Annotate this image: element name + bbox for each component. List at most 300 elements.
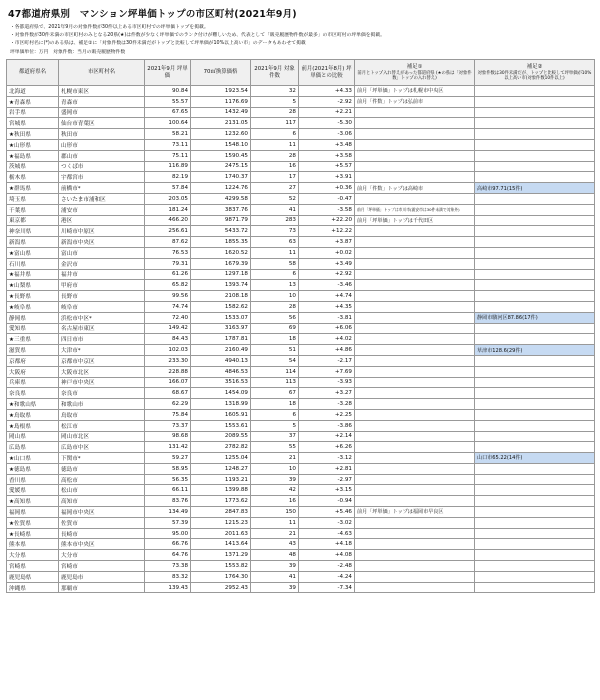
cell-note2 xyxy=(475,539,595,550)
cell-count: 63 xyxy=(251,237,299,248)
cell-price70: 1232.60 xyxy=(191,129,251,140)
cell-note1 xyxy=(355,269,475,280)
cell-change: +3.27 xyxy=(299,388,355,399)
cell-price70: 9871.79 xyxy=(191,215,251,226)
cell-price: 84.43 xyxy=(145,334,191,345)
cell-note1 xyxy=(355,409,475,420)
cell-count: 117 xyxy=(251,118,299,129)
cell-price: 62.29 xyxy=(145,399,191,410)
cell-count: 11 xyxy=(251,139,299,150)
header-note2 xyxy=(475,60,595,86)
cell-note2 xyxy=(475,237,595,248)
cell-city: 宮崎市 xyxy=(59,561,145,572)
cell-price: 57.39 xyxy=(145,517,191,528)
cell-pref: ★三重県 xyxy=(7,334,59,345)
cell-city: 仙台市青葉区 xyxy=(59,118,145,129)
cell-note1: 前月「坪単価」トップは福岡市早良区 xyxy=(355,507,475,518)
cell-price: 466.20 xyxy=(145,215,191,226)
cell-price: 68.67 xyxy=(145,388,191,399)
cell-note2: 高崎市97.71(15件) xyxy=(475,183,595,194)
cell-note1 xyxy=(355,334,475,345)
cell-change: +3.48 xyxy=(299,139,355,150)
cell-city: 浜松市中区* xyxy=(59,312,145,323)
table-row xyxy=(7,463,595,474)
cell-change: +3.58 xyxy=(299,150,355,161)
cell-price70: 1548.10 xyxy=(191,139,251,150)
cell-count: 21 xyxy=(251,528,299,539)
cell-pref: 愛媛県 xyxy=(7,485,59,496)
cell-price70: 1399.88 xyxy=(191,485,251,496)
cell-change: +5.46 xyxy=(299,507,355,518)
cell-change: +3.49 xyxy=(299,258,355,269)
cell-price: 59.27 xyxy=(145,453,191,464)
cell-note2 xyxy=(475,323,595,334)
table-row xyxy=(7,258,595,269)
cell-price: 256.61 xyxy=(145,226,191,237)
cell-note2 xyxy=(475,172,595,183)
cell-pref: 岩手県 xyxy=(7,107,59,118)
cell-city: 下関市* xyxy=(59,453,145,464)
note-line: ・対象件数が30件未満の市区町村のみとなる20県(★)は件数が少なく坪単価でのランク付けが難しいため、代表として「販売履歴物件数が最多」の市区町村の坪単価を掲載。 xyxy=(10,33,385,38)
cell-price70: 1620.52 xyxy=(191,247,251,258)
cell-price: 134.49 xyxy=(145,507,191,518)
cell-change: +5.57 xyxy=(299,161,355,172)
cell-price70: 1176.69 xyxy=(191,96,251,107)
header-price: 2021年9月 坪単価 xyxy=(145,60,191,86)
cell-count: 11 xyxy=(251,517,299,528)
cell-price: 87.62 xyxy=(145,237,191,248)
cell-count: 113 xyxy=(251,377,299,388)
cell-price: 58.95 xyxy=(145,463,191,474)
cell-price70: 5433.72 xyxy=(191,226,251,237)
cell-change: +4.02 xyxy=(299,334,355,345)
cell-note1 xyxy=(355,561,475,572)
cell-count: 28 xyxy=(251,150,299,161)
cell-count: 69 xyxy=(251,323,299,334)
cell-price70: 2782.82 xyxy=(191,442,251,453)
cell-note2 xyxy=(475,431,595,442)
cell-change: -2.17 xyxy=(299,355,355,366)
cell-price: 58.21 xyxy=(145,129,191,140)
cell-price: 166.07 xyxy=(145,377,191,388)
cell-change: -0.47 xyxy=(299,193,355,204)
cell-city: 浦安市 xyxy=(59,204,145,215)
table-row xyxy=(7,431,595,442)
cell-note1 xyxy=(355,442,475,453)
cell-note1 xyxy=(355,485,475,496)
table-row xyxy=(7,539,595,550)
table-row xyxy=(7,139,595,150)
table-row xyxy=(7,409,595,420)
cell-price70: 2089.55 xyxy=(191,431,251,442)
table-row xyxy=(7,129,595,140)
cell-pref: ★山口県 xyxy=(7,453,59,464)
cell-price70: 1393.74 xyxy=(191,280,251,291)
cell-note2 xyxy=(475,118,595,129)
table-row xyxy=(7,582,595,593)
table-row xyxy=(7,204,595,215)
cell-change: -7.34 xyxy=(299,582,355,593)
cell-note2 xyxy=(475,517,595,528)
page-title: 47都道府県別 マンション坪単価トップの市区町村(2021年9月) xyxy=(8,9,297,20)
cell-note1 xyxy=(355,107,475,118)
cell-pref: ★島根県 xyxy=(7,420,59,431)
cell-price70: 1224.76 xyxy=(191,183,251,194)
cell-note1: 前月「坪単価」トップは札幌市中央区 xyxy=(355,86,475,97)
cell-pref: ★青森県 xyxy=(7,96,59,107)
cell-count: 27 xyxy=(251,183,299,194)
cell-change: +2.25 xyxy=(299,409,355,420)
cell-pref: 広島県 xyxy=(7,442,59,453)
cell-note1 xyxy=(355,150,475,161)
cell-pref: 熊本県 xyxy=(7,539,59,550)
cell-note1 xyxy=(355,571,475,582)
cell-change: -3.58 xyxy=(299,204,355,215)
cell-note2 xyxy=(475,161,595,172)
cell-price70: 3163.97 xyxy=(191,323,251,334)
cell-note2 xyxy=(475,528,595,539)
cell-city: 鳥取市 xyxy=(59,409,145,420)
cell-pref: ★福島県 xyxy=(7,150,59,161)
table-row xyxy=(7,247,595,258)
cell-count: 6 xyxy=(251,269,299,280)
cell-price: 90.84 xyxy=(145,86,191,97)
cell-price: 149.42 xyxy=(145,323,191,334)
cell-change: +4.86 xyxy=(299,345,355,356)
table-row xyxy=(7,496,595,507)
cell-note1 xyxy=(355,355,475,366)
cell-note2 xyxy=(475,150,595,161)
cell-price70: 4299.58 xyxy=(191,193,251,204)
table-row xyxy=(7,193,595,204)
cell-price70: 2847.83 xyxy=(191,507,251,518)
cell-note2 xyxy=(475,129,595,140)
table-row xyxy=(7,215,595,226)
cell-change: +3.91 xyxy=(299,172,355,183)
table-row xyxy=(7,442,595,453)
cell-pref: ★佐賀県 xyxy=(7,517,59,528)
cell-pref: ★福井県 xyxy=(7,269,59,280)
cell-count: 56 xyxy=(251,312,299,323)
cell-pref: 岡山県 xyxy=(7,431,59,442)
cell-city: 徳島市 xyxy=(59,463,145,474)
cell-change: -5.30 xyxy=(299,118,355,129)
cell-note2 xyxy=(475,86,595,97)
cell-city: 高松市 xyxy=(59,474,145,485)
cell-price70: 1740.37 xyxy=(191,172,251,183)
cell-note2 xyxy=(475,269,595,280)
cell-price70: 4846.53 xyxy=(191,366,251,377)
cell-count: 41 xyxy=(251,571,299,582)
cell-note2 xyxy=(475,291,595,302)
header-note1 xyxy=(355,60,475,86)
cell-note2 xyxy=(475,139,595,150)
cell-note2 xyxy=(475,280,595,291)
cell-city: 四日市市 xyxy=(59,334,145,345)
cell-price: 64.76 xyxy=(145,550,191,561)
cell-note2: 草津市128.6(29件) xyxy=(475,345,595,356)
cell-change: -3.46 xyxy=(299,280,355,291)
cell-count: 17 xyxy=(251,172,299,183)
cell-price: 100.64 xyxy=(145,118,191,129)
cell-price70: 1297.18 xyxy=(191,269,251,280)
cell-note1 xyxy=(355,377,475,388)
cell-change: -2.97 xyxy=(299,474,355,485)
cell-note1 xyxy=(355,388,475,399)
cell-count: 51 xyxy=(251,345,299,356)
table-row xyxy=(7,420,595,431)
cell-city: 山形市 xyxy=(59,139,145,150)
cell-price: 82.19 xyxy=(145,172,191,183)
cell-note2 xyxy=(475,507,595,518)
cell-note2 xyxy=(475,377,595,388)
cell-note1 xyxy=(355,517,475,528)
table-row xyxy=(7,96,595,107)
cell-note2 xyxy=(475,355,595,366)
cell-note2 xyxy=(475,204,595,215)
cell-city: 大津市* xyxy=(59,345,145,356)
table-row xyxy=(7,388,595,399)
cell-pref: ★秋田県 xyxy=(7,129,59,140)
cell-price70: 1553.82 xyxy=(191,561,251,572)
cell-pref: 福岡県 xyxy=(7,507,59,518)
cell-pref: 滋賀県 xyxy=(7,345,59,356)
cell-change: +2.81 xyxy=(299,463,355,474)
cell-price70: 3516.53 xyxy=(191,377,251,388)
cell-city: 和歌山市 xyxy=(59,399,145,410)
cell-price: 233.30 xyxy=(145,355,191,366)
cell-note1 xyxy=(355,550,475,561)
cell-note1 xyxy=(355,453,475,464)
cell-change: -2.48 xyxy=(299,561,355,572)
cell-note2 xyxy=(475,226,595,237)
header-price70: 70㎡換算価格 xyxy=(191,60,251,86)
cell-note2: 山口市65.22(14件) xyxy=(475,453,595,464)
cell-note2 xyxy=(475,561,595,572)
cell-price: 57.84 xyxy=(145,183,191,194)
table-row xyxy=(7,366,595,377)
cell-change: +4.74 xyxy=(299,291,355,302)
cell-city: 岡山市北区 xyxy=(59,431,145,442)
cell-note1 xyxy=(355,474,475,485)
cell-count: 32 xyxy=(251,86,299,97)
cell-note1 xyxy=(355,463,475,474)
cell-price: 139.43 xyxy=(145,582,191,593)
cell-price: 83.32 xyxy=(145,571,191,582)
cell-price70: 1215.23 xyxy=(191,517,251,528)
cell-price70: 1413.64 xyxy=(191,539,251,550)
cell-price70: 1605.91 xyxy=(191,409,251,420)
cell-count: 28 xyxy=(251,301,299,312)
cell-note1 xyxy=(355,323,475,334)
cell-change: +6.06 xyxy=(299,323,355,334)
cell-price: 56.35 xyxy=(145,474,191,485)
cell-change: +2.92 xyxy=(299,269,355,280)
cell-note2 xyxy=(475,550,595,561)
header-change: 前月(2021年8月) 坪単価との比較 xyxy=(299,60,355,86)
header-note1-sub: 前月とトップ入れ替えがあった都道府県 (★の県は「対象件数」トップの入れ替え) xyxy=(357,70,472,81)
table-row xyxy=(7,312,595,323)
header-count: 2021年9月 対象件数 xyxy=(251,60,299,86)
cell-note2 xyxy=(475,442,595,453)
table-body xyxy=(7,86,595,593)
cell-note1: 前月「坪単価」トップは千代田区 xyxy=(355,215,475,226)
cell-price70: 2475.15 xyxy=(191,161,251,172)
table-row xyxy=(7,269,595,280)
cell-note2 xyxy=(475,463,595,474)
cell-count: 13 xyxy=(251,280,299,291)
cell-pref: 茨城県 xyxy=(7,161,59,172)
cell-pref: 宮崎県 xyxy=(7,561,59,572)
cell-pref: ★山形県 xyxy=(7,139,59,150)
cell-change: -4.63 xyxy=(299,528,355,539)
cell-count: 11 xyxy=(251,247,299,258)
cell-note1 xyxy=(355,528,475,539)
cell-change: +12.22 xyxy=(299,226,355,237)
cell-change: +4.35 xyxy=(299,301,355,312)
cell-city: 盛岡市 xyxy=(59,107,145,118)
cell-pref: ★長崎県 xyxy=(7,528,59,539)
cell-price70: 1787.81 xyxy=(191,334,251,345)
header-city: 市区町村名 xyxy=(59,60,145,86)
cell-count: 6 xyxy=(251,129,299,140)
cell-count: 6 xyxy=(251,409,299,420)
cell-count: 43 xyxy=(251,539,299,550)
cell-note2 xyxy=(475,258,595,269)
cell-change: -3.81 xyxy=(299,312,355,323)
cell-price70: 1923.54 xyxy=(191,86,251,97)
cell-change: +6.26 xyxy=(299,442,355,453)
header-note2-sub: 対象件数は30件未満だが、トップと比較して坪単価が10%以上高い市(対象件数10件以上) xyxy=(477,70,592,81)
cell-price: 73.38 xyxy=(145,561,191,572)
cell-price: 73.37 xyxy=(145,420,191,431)
cell-change: -3.02 xyxy=(299,517,355,528)
table-row xyxy=(7,507,595,518)
table-row xyxy=(7,291,595,302)
cell-price: 66.76 xyxy=(145,539,191,550)
cell-note1 xyxy=(355,247,475,258)
cell-count: 28 xyxy=(251,107,299,118)
cell-price: 83.76 xyxy=(145,496,191,507)
cell-pref: 宮城県 xyxy=(7,118,59,129)
cell-city: 松山市 xyxy=(59,485,145,496)
table-row xyxy=(7,528,595,539)
cell-city: 福井市 xyxy=(59,269,145,280)
cell-note1 xyxy=(355,161,475,172)
cell-note2: 静岡市駿河区87.86(17件) xyxy=(475,312,595,323)
table-row xyxy=(7,334,595,345)
cell-price70: 1371.29 xyxy=(191,550,251,561)
cell-note1 xyxy=(355,172,475,183)
cell-city: 松江市 xyxy=(59,420,145,431)
cell-change: -3.86 xyxy=(299,420,355,431)
cell-city: 新潟市中央区 xyxy=(59,237,145,248)
header-note2-title: 補足② xyxy=(526,63,543,70)
cell-city: 那覇市 xyxy=(59,582,145,593)
cell-note2 xyxy=(475,388,595,399)
cell-price: 181.24 xyxy=(145,204,191,215)
table-row xyxy=(7,280,595,291)
cell-change: -4.24 xyxy=(299,571,355,582)
cell-price70: 1432.49 xyxy=(191,107,251,118)
cell-price70: 2952.43 xyxy=(191,582,251,593)
cell-city: 川崎市中原区 xyxy=(59,226,145,237)
cell-city: 大阪市北区 xyxy=(59,366,145,377)
cell-count: 10 xyxy=(251,291,299,302)
cell-city: 広島市中区 xyxy=(59,442,145,453)
cell-count: 54 xyxy=(251,355,299,366)
table-row xyxy=(7,453,595,464)
cell-price: 74.74 xyxy=(145,301,191,312)
cell-note2 xyxy=(475,582,595,593)
cell-city: 大分市 xyxy=(59,550,145,561)
cell-pref: 石川県 xyxy=(7,258,59,269)
cell-city: 札幌市東区 xyxy=(59,86,145,97)
cell-city: 宇都宮市 xyxy=(59,172,145,183)
table-row xyxy=(7,183,595,194)
cell-note2 xyxy=(475,247,595,258)
cell-pref: 東京都 xyxy=(7,215,59,226)
cell-city: 金沢市 xyxy=(59,258,145,269)
cell-pref: 新潟県 xyxy=(7,237,59,248)
cell-price: 99.56 xyxy=(145,291,191,302)
cell-note1: 前月「坪単価」トップは市川市(浦安市は30件未満で対象外) xyxy=(355,204,475,215)
cell-count: 52 xyxy=(251,193,299,204)
cell-price70: 2108.18 xyxy=(191,291,251,302)
table-row xyxy=(7,561,595,572)
cell-price: 75.84 xyxy=(145,409,191,420)
cell-city: 岐阜市 xyxy=(59,301,145,312)
cell-pref: 北海道 xyxy=(7,86,59,97)
cell-change: +3.15 xyxy=(299,485,355,496)
cell-price70: 2131.05 xyxy=(191,118,251,129)
cell-note1 xyxy=(355,301,475,312)
cell-price: 66.11 xyxy=(145,485,191,496)
cell-note2 xyxy=(475,107,595,118)
table-row xyxy=(7,571,595,582)
cell-city: 福岡市中央区 xyxy=(59,507,145,518)
cell-note1 xyxy=(355,539,475,550)
table-row xyxy=(7,301,595,312)
cell-change: +0.02 xyxy=(299,247,355,258)
cell-note1: 前月「件数」トップは高崎市 xyxy=(355,183,475,194)
cell-note1 xyxy=(355,399,475,410)
cell-pref: 沖縄県 xyxy=(7,582,59,593)
cell-change: +2.21 xyxy=(299,107,355,118)
cell-city: 奈良市 xyxy=(59,388,145,399)
cell-count: 73 xyxy=(251,226,299,237)
cell-count: 41 xyxy=(251,204,299,215)
cell-price70: 1454.09 xyxy=(191,388,251,399)
cell-count: 283 xyxy=(251,215,299,226)
cell-pref: ★岐阜県 xyxy=(7,301,59,312)
cell-change: +4.33 xyxy=(299,86,355,97)
cell-pref: ★山梨県 xyxy=(7,280,59,291)
cell-city: 甲府市 xyxy=(59,280,145,291)
cell-count: 5 xyxy=(251,96,299,107)
cell-price: 116.89 xyxy=(145,161,191,172)
unit-note: 坪単価単位：万円 対象件数：当月の販売履歴物件数 xyxy=(10,50,126,55)
cell-change: +4.18 xyxy=(299,539,355,550)
cell-note1 xyxy=(355,118,475,129)
cell-price: 79.31 xyxy=(145,258,191,269)
cell-price: 75.11 xyxy=(145,150,191,161)
table-header-row xyxy=(7,60,595,86)
cell-price70: 1193.21 xyxy=(191,474,251,485)
cell-price70: 1255.04 xyxy=(191,453,251,464)
cell-note1 xyxy=(355,366,475,377)
cell-change: +0.36 xyxy=(299,183,355,194)
